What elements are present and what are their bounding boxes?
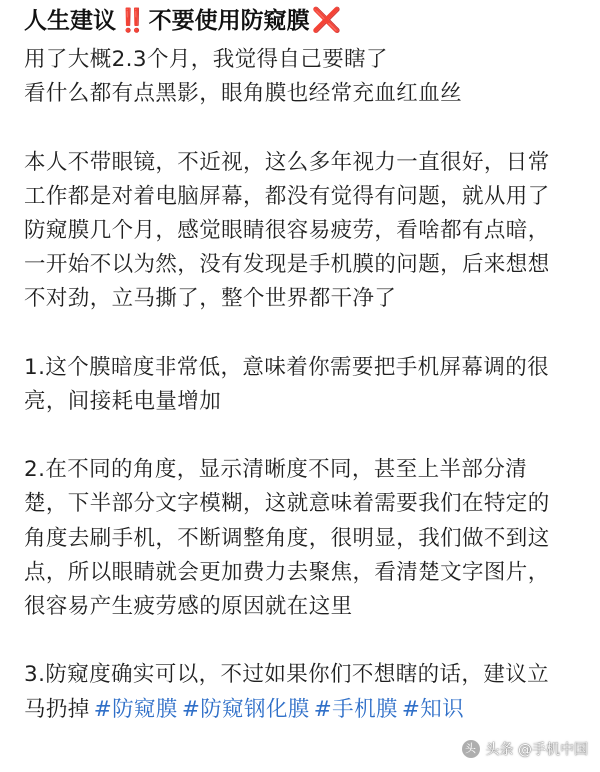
paragraph bbox=[24, 658, 584, 726]
text-line: 角度去刷手机，不断调整角度，很明显，我们做不到这 bbox=[24, 525, 550, 551]
toutiao-logo-icon: 头 bbox=[462, 740, 480, 758]
post-title bbox=[24, 0, 584, 37]
paragraph bbox=[24, 146, 584, 317]
title-rest-text: 不要使用防窥膜 bbox=[148, 8, 310, 34]
paragraph bbox=[24, 453, 584, 624]
post-body bbox=[24, 43, 584, 727]
paragraph bbox=[24, 351, 584, 419]
text-line: 1.这个膜暗度非常低，意味着你需要把手机屏幕调的很 bbox=[24, 354, 550, 380]
post-container bbox=[24, 0, 584, 727]
text-line-with-hashtags bbox=[24, 693, 584, 727]
text-line: 一开始不以为然，没有发现是手机膜的问题，后来想想 bbox=[24, 252, 550, 278]
text-line: 2.在不同的角度，显示清晰度不同，甚至上半部分清 bbox=[24, 457, 528, 483]
text-line: 3.防窥度确实可以，不过如果你们不想瞎的话，建议立 bbox=[24, 662, 550, 688]
text-line: 不对劲，立马撕了，整个世界都干净了 bbox=[24, 286, 397, 312]
hashtag-link[interactable]: #防窥钢化膜 bbox=[181, 696, 310, 722]
text-line: 本人不带眼镜，不近视，这么多年视力一直很好，日常 bbox=[24, 149, 550, 175]
text-line: 防窥膜几个月，感觉眼睛很容易疲劳，看啥都有点暗， bbox=[24, 217, 550, 243]
paragraph-gap bbox=[24, 624, 584, 658]
text-line: 点，所以眼睛就会更加费力去聚焦，看清楚文字图片， bbox=[24, 559, 550, 585]
hashtag-link[interactable]: #知识 bbox=[401, 696, 465, 722]
cross-mark-icon: ❌ bbox=[311, 6, 342, 34]
watermark bbox=[462, 736, 588, 762]
text-line: 亮，间接耗电量增加 bbox=[24, 388, 222, 414]
text-fragment: 马扔掉 bbox=[24, 696, 90, 722]
double-exclamation-icon: ‼️ bbox=[118, 8, 143, 34]
paragraph-gap bbox=[24, 317, 584, 351]
hashtag-link[interactable]: #手机膜 bbox=[313, 696, 398, 722]
paragraph-gap bbox=[24, 111, 584, 145]
hashtag-link[interactable]: #防窥膜 bbox=[93, 696, 178, 722]
text-line: 看什么都有点黑影，眼角膜也经常充血红血丝 bbox=[24, 81, 463, 107]
title-text: 人生建议 bbox=[24, 8, 116, 34]
text-line: 用了大概2.3个月，我觉得自己要瞎了 bbox=[24, 47, 388, 72]
text-line: 工作都是对着电脑屏幕，都没有觉得有问题，就从用了 bbox=[24, 183, 550, 209]
text-line: 很容易产生疲劳感的原因就在这里 bbox=[24, 594, 353, 619]
text-line: 楚，下半部分文字模糊，这就意味着需要我们在特定的 bbox=[24, 491, 550, 517]
paragraph bbox=[24, 43, 584, 111]
watermark-text: 头条 @手机中国 bbox=[485, 742, 588, 758]
paragraph-gap bbox=[24, 419, 584, 453]
